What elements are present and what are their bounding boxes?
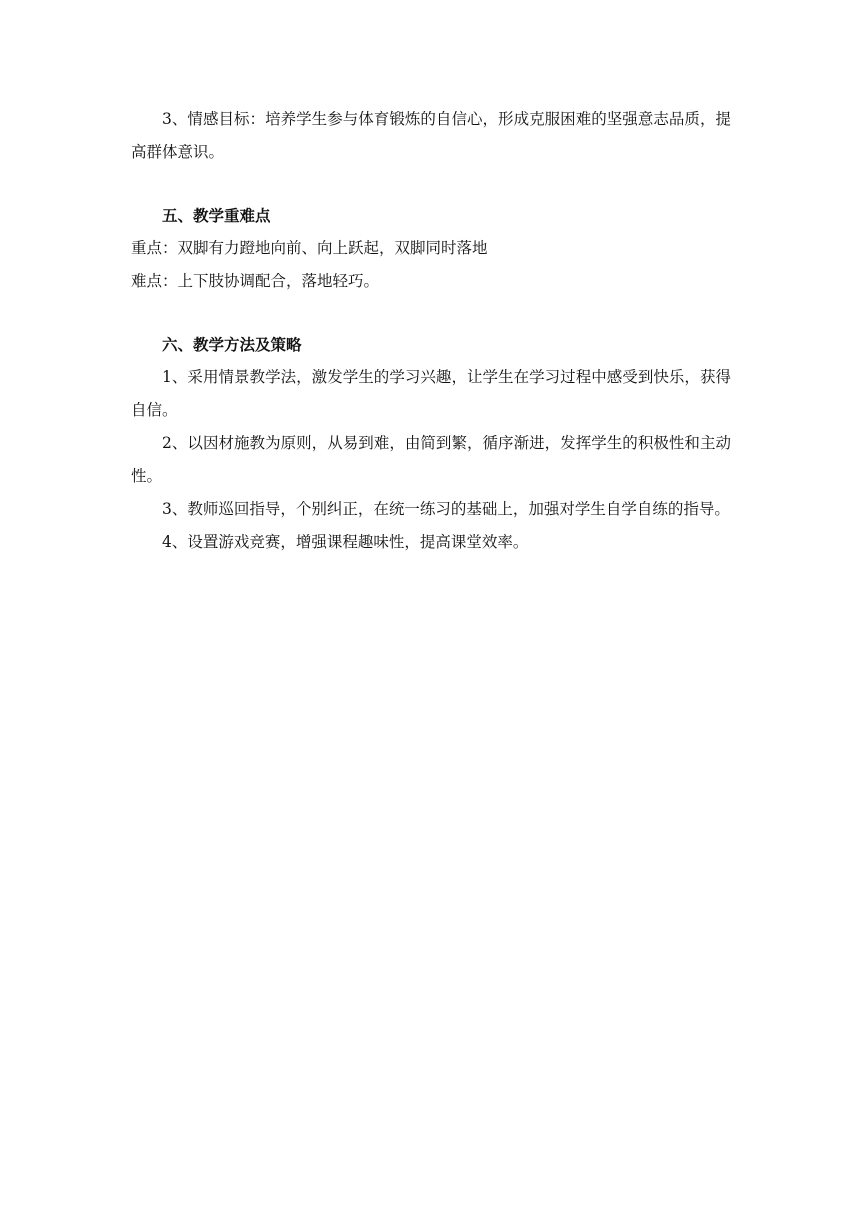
difficulty-line: 难点：上下肢协调配合，落地轻巧。 [131,272,380,290]
key-point-line: 重点：双脚有力蹬地向前、向上跃起，双脚同时落地 [131,239,488,257]
document-page [131,103,731,559]
section-5-heading: 五、教学重难点 [162,206,271,225]
section-gap [131,169,731,199]
method-item-2: 2、以因材施教为原则，从易到难，由简到繁，循序渐进，发挥学生的积极性和主动性。 [131,434,731,485]
section-gap [131,298,731,328]
method-item-3: 3、教师巡回指导，个别纠正，在统一练习的基础上，加强对学生自学自练的指导。 [162,500,730,518]
method-item-1: 1、采用情景教学法，激发学生的学习兴趣，让学生在学习过程中感受到快乐，获得自信。 [131,368,731,419]
method-item-4: 4、设置游戏竞赛，增强课程趣味性，提高课堂效率。 [162,533,529,551]
section-6-heading: 六、教学方法及策略 [162,335,302,354]
goal-3-paragraph: 3、情感目标：培养学生参与体育锻炼的自信心，形成克服困难的坚强意志品质，提高群体意识。 [131,110,731,161]
